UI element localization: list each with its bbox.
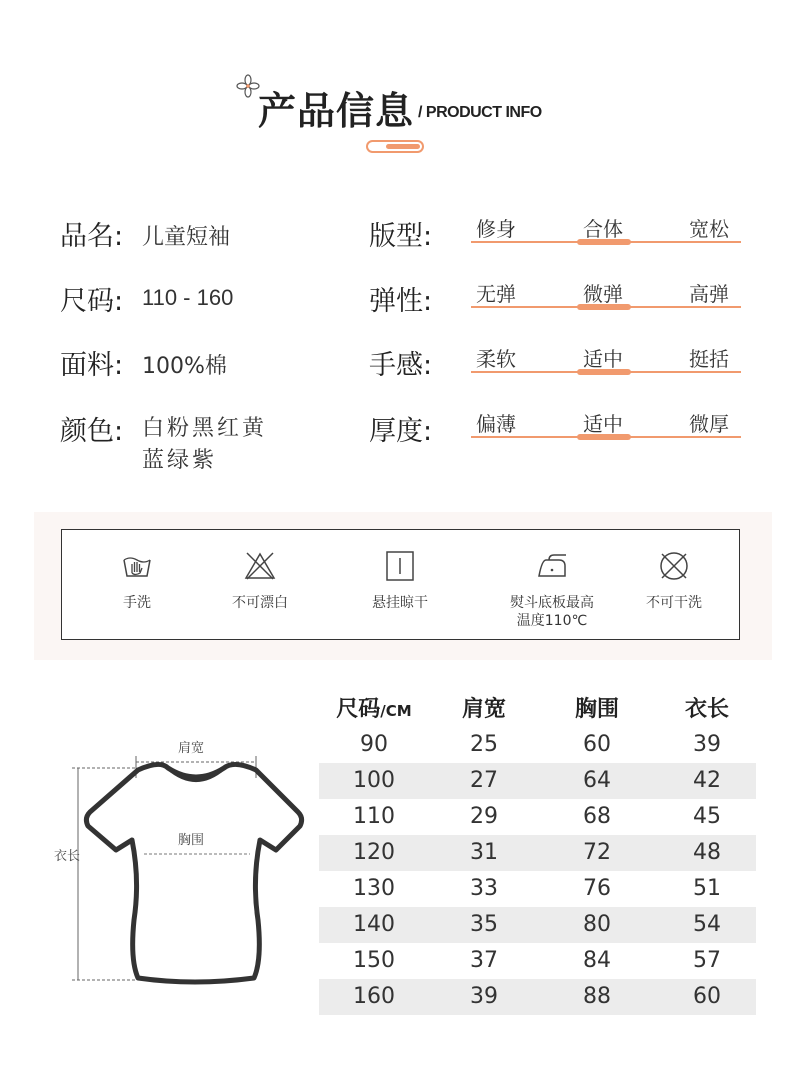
table-row — [319, 943, 756, 979]
attr-option-selected: 微弹 — [583, 282, 623, 306]
table-cell: 84 — [583, 948, 611, 973]
flower-icon — [236, 74, 260, 98]
info-value-name: 儿童短袖 — [142, 225, 231, 250]
table-cell: 48 — [693, 840, 721, 865]
care-instructions-box — [61, 529, 740, 640]
table-cell: 64 — [583, 768, 611, 793]
attr-option-selected: 适中 — [583, 412, 623, 436]
table-cell: 140 — [353, 912, 395, 937]
table-cell: 72 — [583, 840, 611, 865]
care-text-line2: 温度110℃ — [516, 613, 588, 629]
info-value-fabric: 100%棉 — [142, 354, 227, 379]
table-header-size: 尺码/CM — [336, 697, 412, 722]
care-text: 不可漂白 — [232, 595, 288, 611]
table-header-chest: 胸围 — [574, 697, 619, 722]
table-row — [319, 835, 756, 871]
table-cell: 45 — [693, 804, 721, 829]
table-row — [319, 799, 756, 835]
table-cell: 25 — [470, 732, 498, 757]
table-cell: 88 — [583, 984, 611, 1009]
info-value-color-line2: 蓝绿紫 — [142, 448, 218, 473]
info-label-size: 尺码: — [60, 286, 124, 317]
attr-scale-feel — [471, 343, 741, 373]
hand-wash-icon — [121, 550, 153, 582]
info-label-color: 颜色: — [60, 416, 124, 447]
attr-label-thickness: 厚度: — [369, 416, 433, 447]
table-cell: 39 — [693, 732, 721, 757]
table-cell: 80 — [583, 912, 611, 937]
table-cell: 90 — [360, 732, 388, 757]
table-cell: 130 — [353, 876, 395, 901]
table-row — [319, 907, 756, 943]
info-value-size: 110 - 160 — [142, 285, 234, 310]
table-cell: 29 — [470, 804, 498, 829]
table-cell: 51 — [693, 876, 721, 901]
table-cell: 37 — [470, 948, 498, 973]
table-cell: 160 — [353, 984, 395, 1009]
attr-scale-fit — [471, 213, 741, 243]
table-cell: 100 — [353, 768, 395, 793]
page-subtitle: / PRODUCT INFO — [418, 104, 542, 121]
table-cell: 31 — [470, 840, 498, 865]
iron-icon — [536, 550, 568, 582]
care-text: 熨斗底板最高 — [510, 595, 594, 611]
table-cell: 54 — [693, 912, 721, 937]
attr-scale-thickness — [471, 408, 741, 438]
attr-option: 偏薄 — [476, 412, 516, 436]
attr-option: 修身 — [476, 217, 516, 241]
care-text: 悬挂晾干 — [372, 595, 428, 611]
attr-option-selected: 适中 — [583, 347, 623, 371]
table-cell: 150 — [353, 948, 395, 973]
care-item-hand-wash — [87, 530, 187, 641]
care-item-hang-dry — [350, 530, 450, 641]
page-title: 产品信息 — [258, 89, 415, 133]
table-cell: 57 — [693, 948, 721, 973]
no-bleach-icon — [244, 550, 276, 582]
care-item-no-dry-clean — [624, 530, 724, 641]
info-label-name: 品名: — [60, 221, 124, 252]
table-cell: 35 — [470, 912, 498, 937]
chest-label: 胸围 — [178, 833, 205, 848]
table-cell: 68 — [583, 804, 611, 829]
shoulder-label: 肩宽 — [178, 741, 205, 756]
table-cell: 27 — [470, 768, 498, 793]
table-cell: 110 — [353, 804, 395, 829]
attr-label-elasticity: 弹性: — [369, 286, 433, 317]
attr-scale-elasticity — [471, 278, 741, 308]
table-cell: 60 — [693, 984, 721, 1009]
table-cell: 42 — [693, 768, 721, 793]
table-row — [319, 727, 756, 763]
attr-label-fit: 版型: — [369, 221, 433, 252]
table-cell: 120 — [353, 840, 395, 865]
care-text: 不可干洗 — [646, 595, 702, 611]
care-text: 手洗 — [123, 595, 151, 611]
title-decoration-pill — [366, 140, 424, 153]
length-label: 衣长 — [54, 849, 81, 864]
care-item-iron — [482, 530, 622, 641]
attr-option: 柔软 — [476, 347, 516, 371]
table-row — [319, 763, 756, 799]
table-cell: 60 — [583, 732, 611, 757]
tshirt-measurement-diagram — [48, 730, 318, 1000]
table-header-shoulder: 肩宽 — [461, 697, 506, 722]
no-dry-clean-icon — [658, 550, 690, 582]
hang-dry-icon — [384, 550, 416, 582]
info-value-color: 白粉黑红黄 — [142, 416, 268, 441]
attr-option-selected: 合体 — [583, 217, 623, 241]
table-cell: 39 — [470, 984, 498, 1009]
info-label-fabric: 面料: — [60, 350, 124, 381]
table-row — [319, 871, 756, 907]
care-item-no-bleach — [210, 530, 310, 641]
attr-option: 无弹 — [476, 282, 516, 306]
attr-option: 高弹 — [689, 282, 729, 306]
attr-option: 宽松 — [689, 217, 729, 241]
table-cell: 76 — [583, 876, 611, 901]
attr-option: 微厚 — [689, 412, 729, 436]
table-cell: 33 — [470, 876, 498, 901]
table-row — [319, 979, 756, 1015]
attr-option: 挺括 — [689, 347, 729, 371]
table-header-length: 衣长 — [684, 697, 729, 722]
attr-label-feel: 手感: — [369, 350, 433, 381]
